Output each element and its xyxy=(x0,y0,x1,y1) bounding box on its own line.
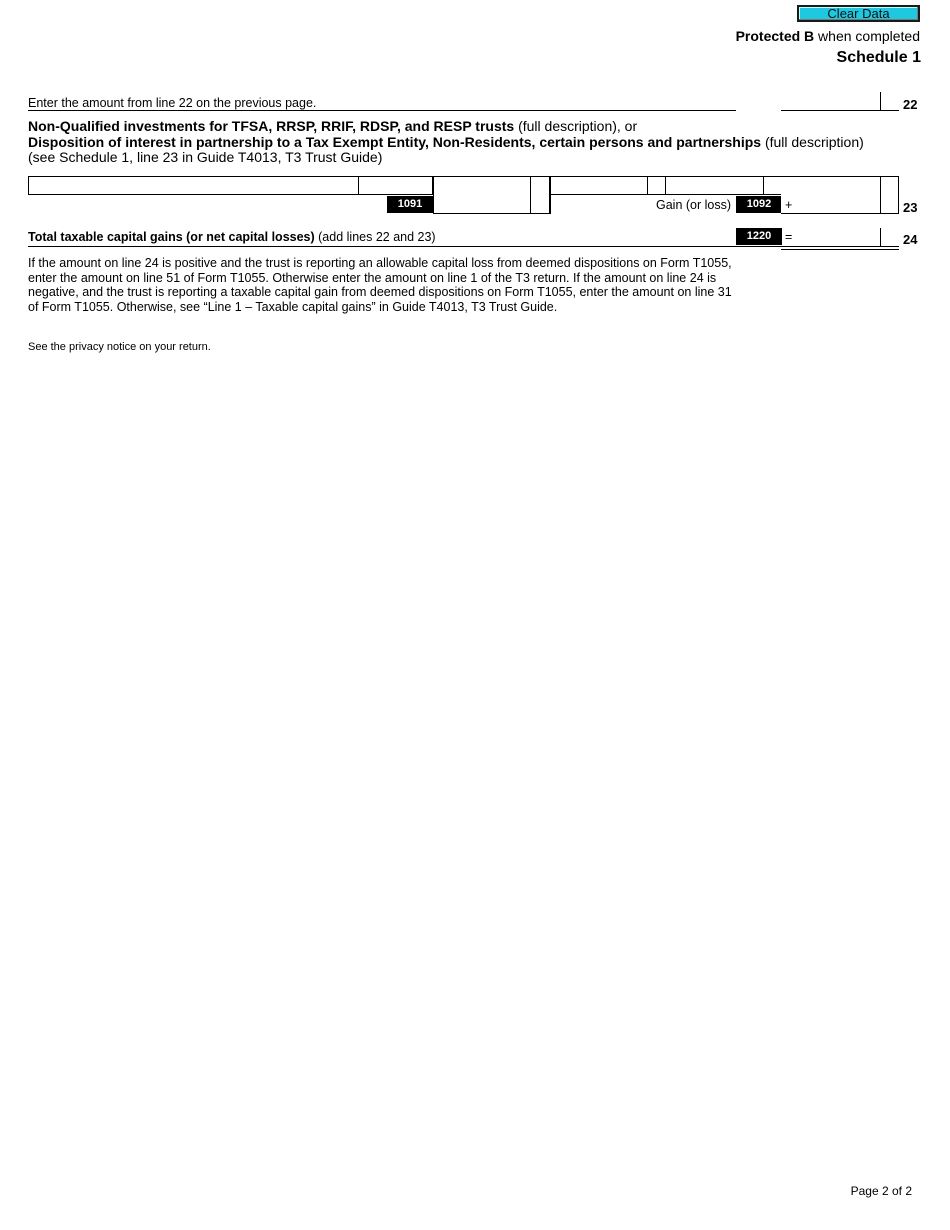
line23-box-b-divider-3 xyxy=(763,176,764,195)
line23-box-b-left-edge xyxy=(550,195,551,214)
line23-amount-a-divider xyxy=(530,176,531,214)
line23-description-input[interactable] xyxy=(29,177,357,194)
line22-amount-input[interactable] xyxy=(781,92,880,110)
line24-code-1220: 1220 xyxy=(736,228,782,245)
line24-amount-underline-1 xyxy=(781,246,899,247)
protected-b-notice xyxy=(736,28,920,44)
section-title-3: (see Schedule 1, line 23 in Guide T4013, T3 Trust Guide) xyxy=(28,149,383,165)
section-heading xyxy=(28,119,928,166)
line24-amount-input[interactable] xyxy=(795,228,880,246)
line22-cents-divider xyxy=(880,92,881,110)
line24-equals-operator: = xyxy=(785,230,793,244)
line23-amount-input[interactable] xyxy=(795,195,880,213)
line23-number: 23 xyxy=(903,200,918,215)
line24-cents-divider xyxy=(880,228,881,246)
line23-gain-label: Gain (or loss) xyxy=(656,198,732,212)
protected-b-label: Protected B xyxy=(735,28,815,44)
line24-underline xyxy=(28,246,781,247)
section-title-2 xyxy=(28,135,928,151)
protected-b-rest: when completed xyxy=(814,28,920,44)
instructions-paragraph: If the amount on line 24 is positive and the trust is reporting an allowable capital loss from deemed dispositions on Form T1055, enter the amount on line 51 of Form T1055. Otherwise enter the amount on line 1 of the T3 return. If the amount on line 24 is negative, and the trust is reporting a taxable capital gain from deemed dispositions on Form T1055, enter the amount on line 31 of Form T1055. Otherwise, see “Line 1 – Taxable capital gains” in Guide T4013, T3 Trust Guide. xyxy=(28,256,732,314)
section-title-2-rest: (full description) xyxy=(761,133,864,150)
line22-underline xyxy=(28,110,736,111)
schedule-title: Schedule 1 xyxy=(836,49,921,66)
clear-data-button[interactable]: Clear Data xyxy=(797,5,920,22)
section-title-2-bold: Disposition of interest in partnership to a Tax Exempt Entity, Non-Residents, certain persons and partnerships xyxy=(28,133,762,150)
line23-description-divider xyxy=(358,176,359,195)
line23-amount-a-input[interactable] xyxy=(434,177,530,213)
line23-box-b-divider-1 xyxy=(647,176,648,195)
line24-number: 24 xyxy=(903,232,918,247)
line23-amount-c-input[interactable] xyxy=(666,177,763,194)
section-title-1-bold: Non-Qualified investments for TFSA, RRSP, RRIF, RDSP, and RESP trusts xyxy=(28,118,515,134)
section-title-1-rest: (full description), or xyxy=(514,118,638,134)
line22-label: Enter the amount from line 22 on the previous page. xyxy=(28,96,317,110)
line24-label-rest: (add lines 22 and 23) xyxy=(314,230,436,244)
line24-label-bold: Total taxable capital gains (or net capital losses) xyxy=(28,230,315,244)
section-title-1 xyxy=(28,119,928,135)
line23-code-1091: 1091 xyxy=(387,196,433,213)
line22-amount-underline xyxy=(781,110,899,111)
line23-cents-divider xyxy=(880,176,881,214)
line24-label xyxy=(28,230,436,244)
line23-code-1092: 1092 xyxy=(736,196,782,213)
privacy-notice: See the privacy notice on your return. xyxy=(28,341,211,353)
line23-amount-b-input[interactable] xyxy=(551,177,647,194)
page-number: Page 2 of 2 xyxy=(850,1184,912,1198)
line22-number: 22 xyxy=(903,97,918,112)
line24-amount-underline-2 xyxy=(781,249,899,250)
line23-plus-operator: + xyxy=(785,198,793,212)
